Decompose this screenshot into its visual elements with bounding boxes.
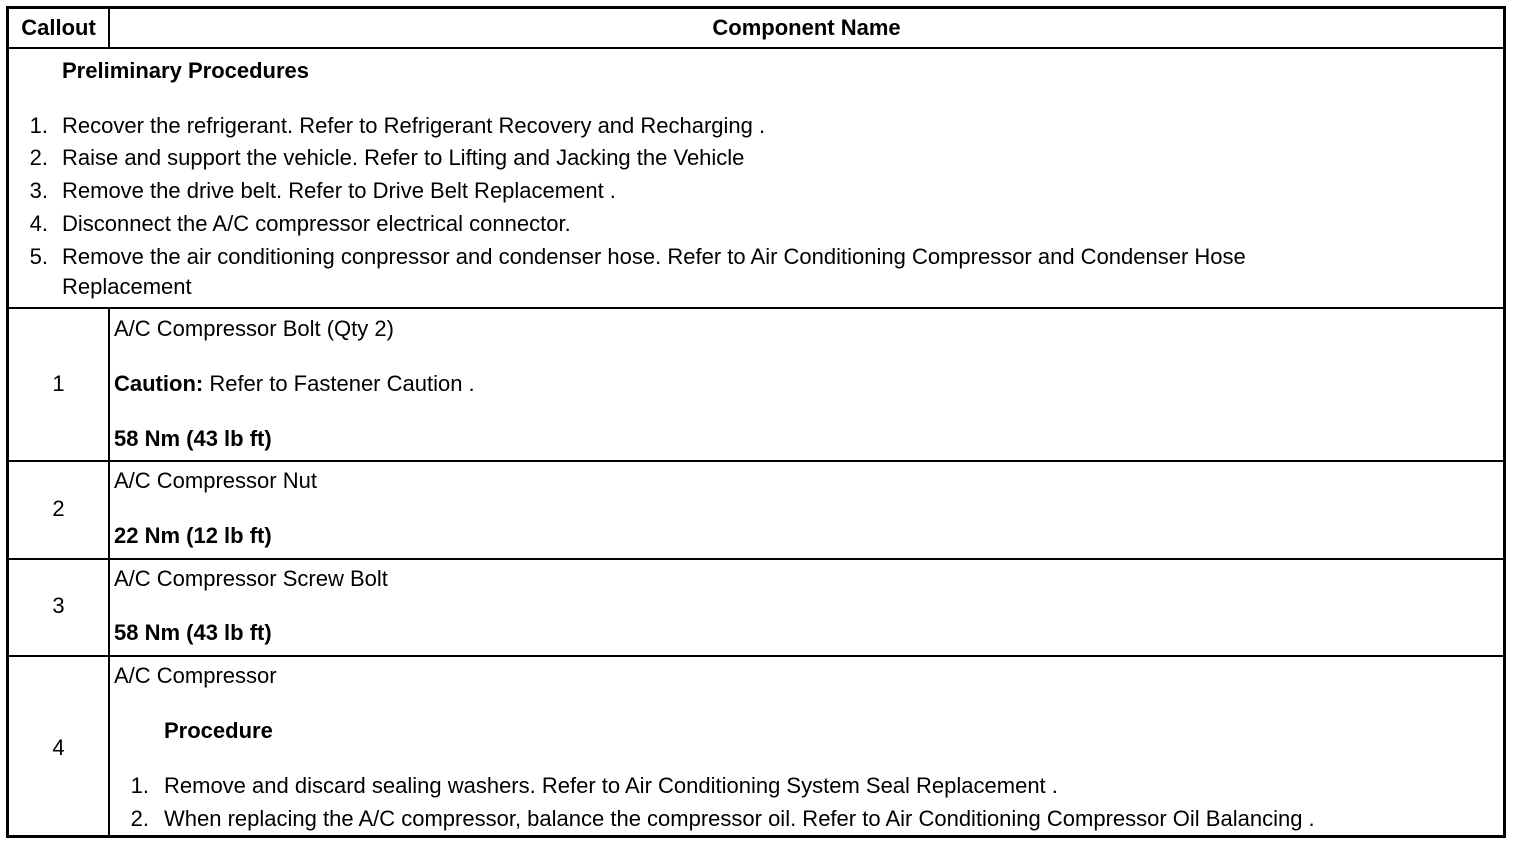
torque-spec: 58 Nm (43 lb ft) [114, 620, 272, 645]
row-divider [9, 558, 1503, 560]
row-divider [9, 655, 1503, 657]
caution-label: Caution: [114, 371, 204, 396]
row-divider [9, 307, 1503, 309]
torque-spec: 22 Nm (12 lb ft) [114, 523, 272, 548]
component-name: A/C Compressor [114, 663, 277, 688]
procedure-step: Remove and discard sealing washers. Refer to Air Conditioning System Seal Replacement . [164, 773, 1058, 798]
caution-text: Refer to Fastener Caution . [203, 371, 475, 396]
preliminary-step-continued: Replacement [62, 274, 192, 299]
preliminary-step: Recover the refrigerant. Refer to Refrigerant Recovery and Recharging . [62, 113, 766, 138]
callout-number: 3 [52, 593, 65, 618]
header-callout: Callout [21, 15, 96, 40]
preliminary-step: Raise and support the vehicle. Refer to Lifting and Jacking the Vehicle [62, 145, 745, 170]
callout-number: 4 [52, 735, 65, 760]
preliminary-step: Remove the air conditioning conpressor and condenser hose. Refer to Air Conditioning Compressor and Condenser Hose [62, 244, 1246, 269]
column-divider [108, 307, 110, 838]
step-number: 1. [29, 113, 48, 138]
procedure-step: When replacing the A/C compressor, balance the compressor oil. Refer to Air Conditioning Compressor Oil Balancing . [164, 806, 1315, 831]
component-name: A/C Compressor Nut [114, 468, 317, 493]
torque-spec: 58 Nm (43 lb ft) [114, 426, 272, 451]
step-number: 1. [130, 773, 149, 798]
procedure-table [6, 6, 1506, 838]
row-divider [9, 460, 1503, 462]
preliminary-title: Preliminary Procedures [62, 58, 310, 83]
callout-number: 2 [52, 496, 65, 521]
step-number: 2. [29, 145, 48, 170]
procedure-title: Procedure [164, 718, 273, 743]
preliminary-step: Remove the drive belt. Refer to Drive Belt Replacement . [62, 178, 616, 203]
header-divider [9, 47, 1503, 49]
step-number: 5. [29, 244, 48, 269]
component-name: A/C Compressor Bolt (Qty 2) [114, 316, 394, 341]
preliminary-step: Disconnect the A/C compressor electrical connector. [62, 211, 571, 236]
callout-number: 1 [52, 371, 65, 396]
step-number: 3. [29, 178, 48, 203]
component-name: A/C Compressor Screw Bolt [114, 566, 388, 591]
header-component-name: Component Name [712, 15, 901, 40]
step-number: 2. [130, 806, 149, 831]
caution-note [114, 371, 475, 397]
step-number: 4. [29, 211, 48, 236]
